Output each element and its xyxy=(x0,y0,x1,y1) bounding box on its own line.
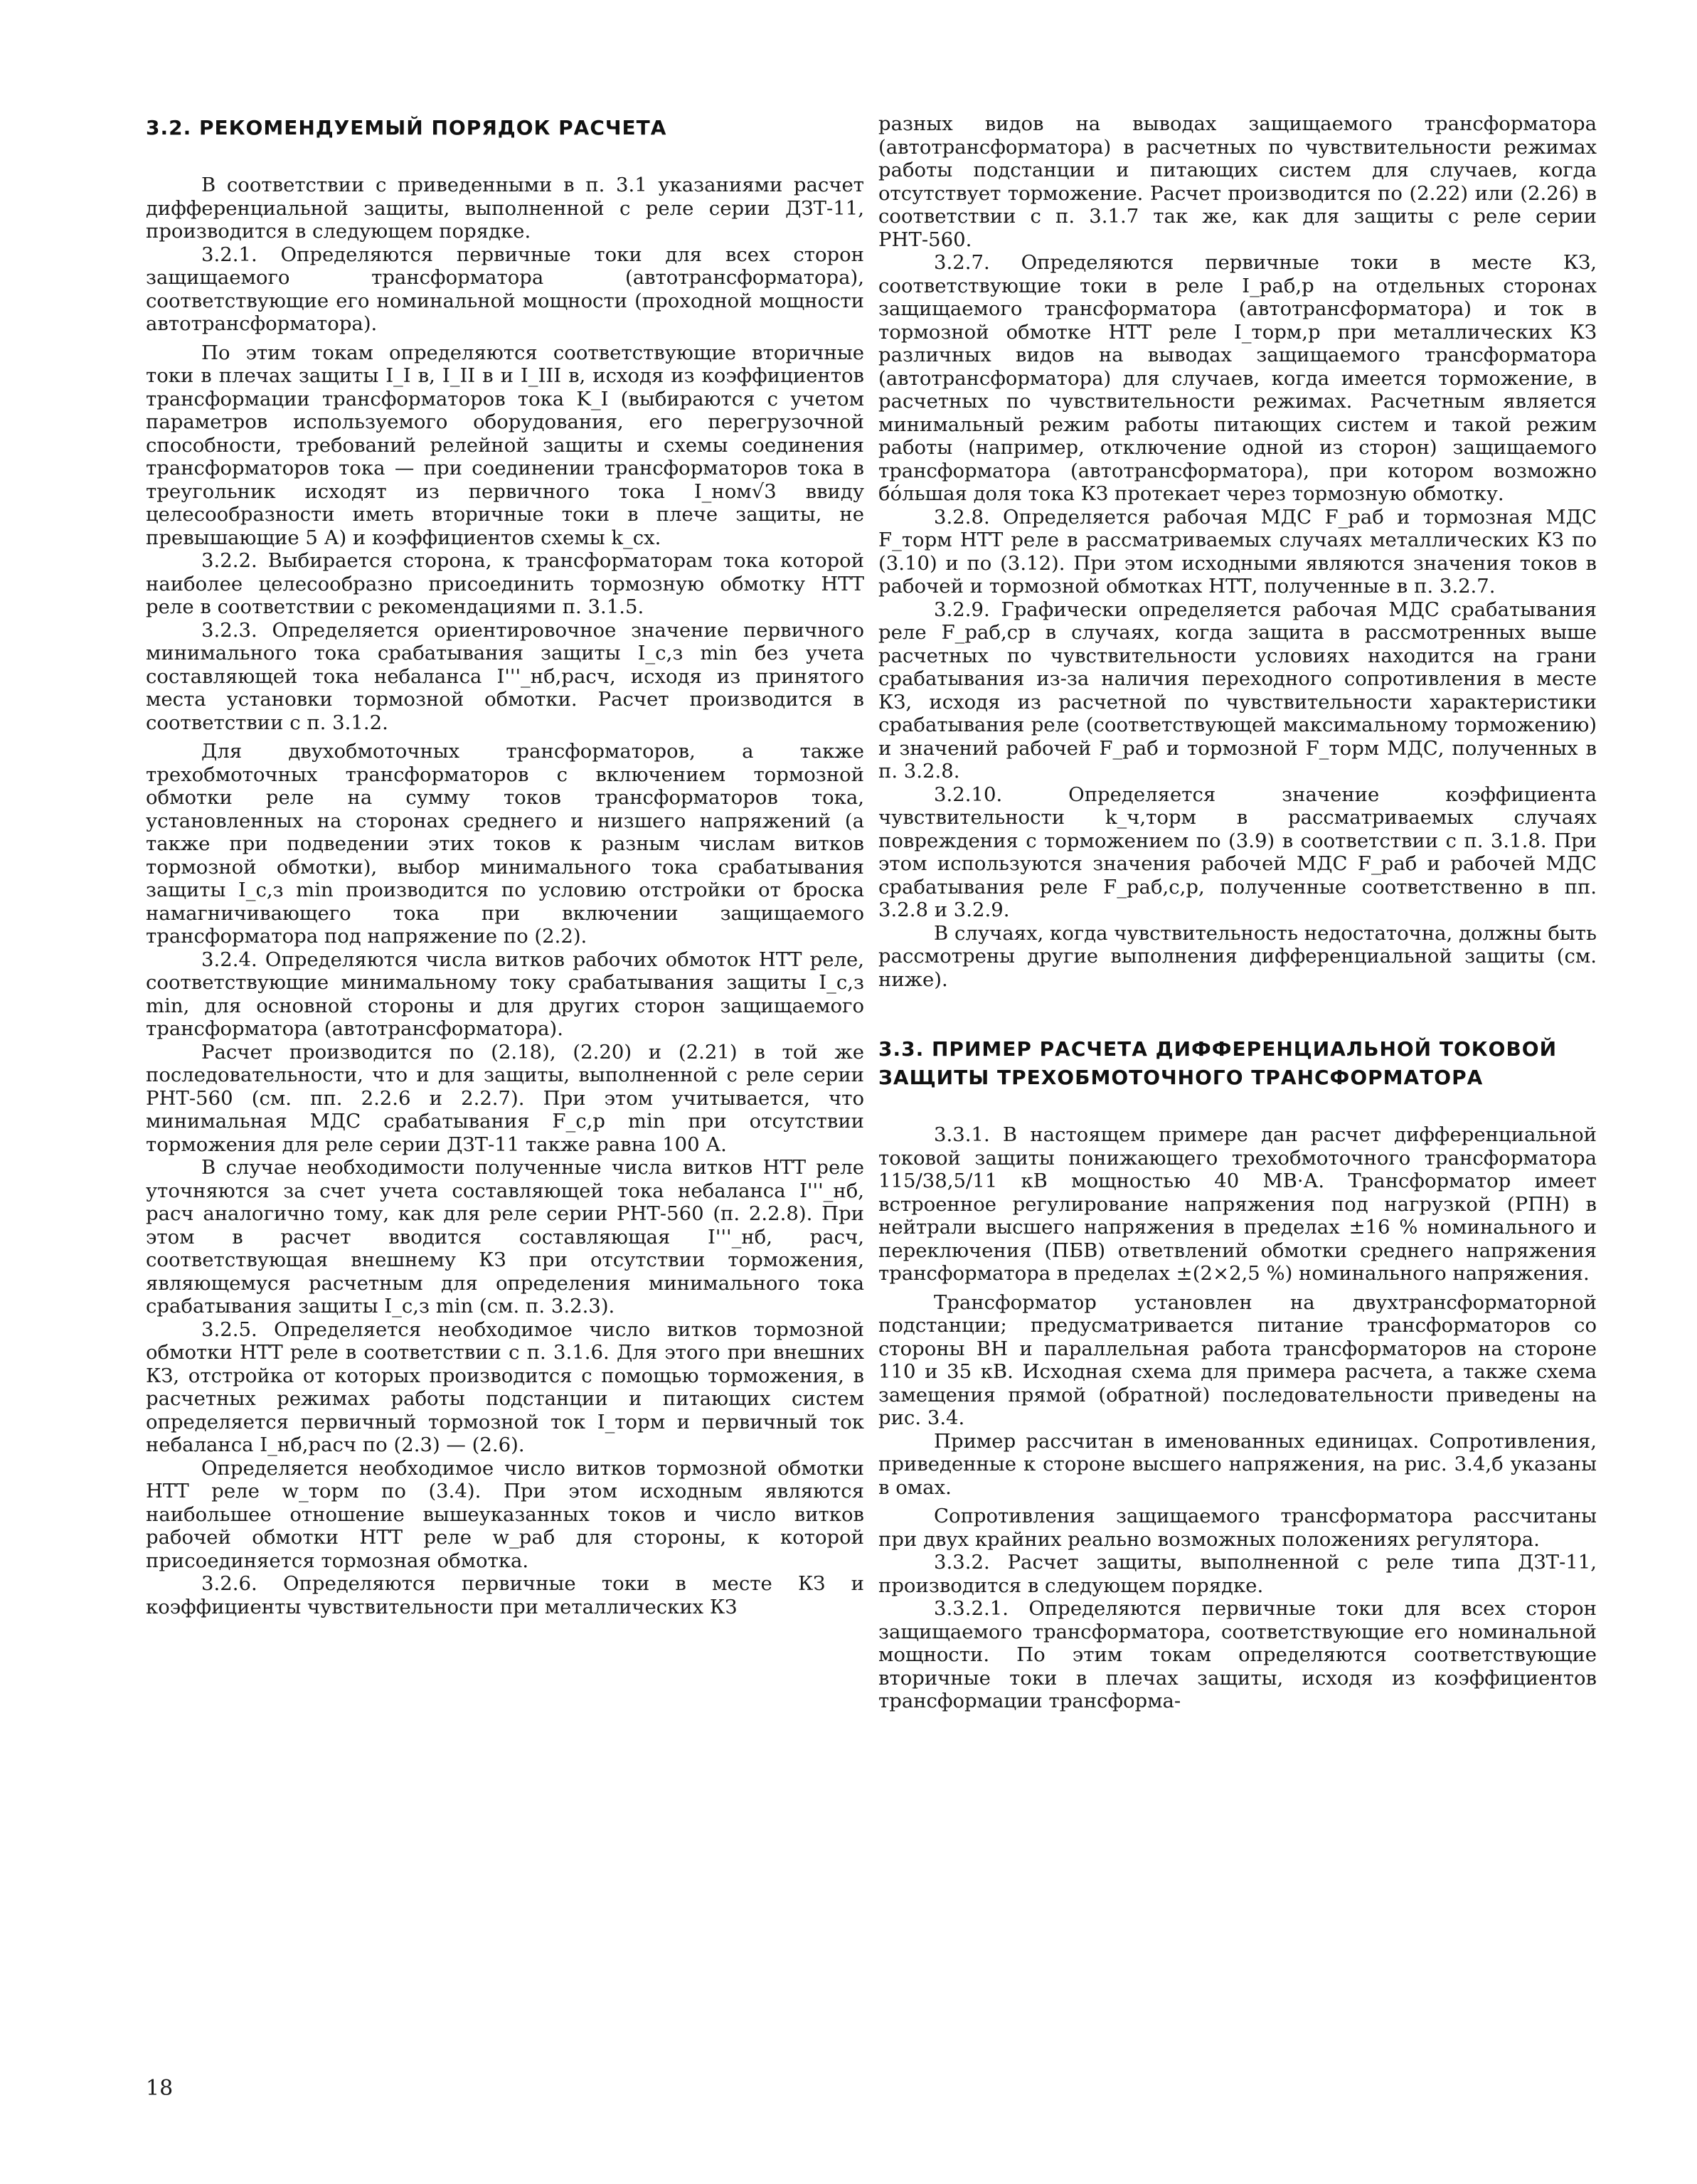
paragraph: 3.2.3. Определяется ориентировочное значение первичного минимального тока срабатывания защиты I_c,з min без учета составляющей тока небаланса I'''_нб,расч, исходя из принятого места установки тормозной обмотки. Расчет производится в соответствии с п. 3.1.2. xyxy=(146,618,864,734)
paragraph: 3.3.2. Расчет защиты, выполненной с реле типа ДЗТ-11, производится в следующем порядке. xyxy=(878,1551,1597,1597)
paragraph: По этим токам определяются соответствующие вторичные токи в плечах защиты I_I в, I_II в и I_III в, исходя из коэффициентов трансформации трансформаторов тока K_I (выбираются с учетом параметров используемого оборудования, его перегрузочной способности, требований релейной защиты и схемы соединения трансформаторов тока — при соединении трансформаторов тока в треугольник исходят из первичного тока I_ном√3 ввиду целесообразности иметь вторичные токи в плече защиты, не превышающие 5 А) и коэффициентов схемы k_сх. xyxy=(146,341,864,549)
paragraph: Сопротивления защищаемого трансформатора рассчитаны при двух крайних реально возможных положениях регулятора. xyxy=(878,1505,1597,1551)
paragraph: 3.3.2.1. Определяются первичные токи для всех сторон защищаемого трансформатора, соответствующие его номинальной мощности. По этим токам определяются соответствующие вторичные токи в плечах защиты, исходя из коэффициентов трансформации трансформа- xyxy=(878,1597,1597,1712)
paragraph: В случаях, когда чувствительность недостаточна, должны быть рассмотрены другие выполнения дифференциальной защиты (см. ниже). xyxy=(878,921,1597,991)
page-number: 18 xyxy=(146,2076,174,2101)
paragraph: В соответствии с приведенными в п. 3.1 указаниями расчет дифференциальной защиты, выполненной с реле серии ДЗТ-11, производится в следующем порядке. xyxy=(146,174,864,243)
paragraph: Расчет производится по (2.18), (2.20) и (2.21) в той же последовательности, что и для защиты, выполненной с реле серии РНТ-560 (см. пп. 2.2.6 и 2.2.7). При этом учитывается, что минимальная МДС срабатывания F_c,p min при отсутствии торможения для реле серии ДЗТ-11 также равна 100 А. xyxy=(146,1040,864,1156)
paragraph: 3.2.7. Определяются первичные токи в месте КЗ, соответствующие токи в реле I_раб,р на отдельных сторонах защищаемого трансформатора (автотрансформатора) и ток в тормозной обмотке НТТ реле I_торм,р при металлических КЗ различных видов на выводах защищаемого трансформатора (автотрансформатора) для случаев, когда имеется торможение, в расчетных по чувствительности режимах. Расчетным является минимальный режим работы питающих систем и такой режим работы (например, отключение одной из сторон) защищаемого трансформатора (автотрансформатора), при котором возможно бо́льшая доля тока КЗ протекает через тормозную обмотку. xyxy=(878,251,1597,505)
paragraph: 3.2.5. Определяется необходимое число витков тормозной обмотки НТТ реле в соответствии с п. 3.1.6. Для этого при внешних КЗ, отстройка от которых производится с помощью торможения, в расчетных режимах работы подстанции и питающих систем определяется первичный тормозной ток I_торм и первичный ток небаланса I_нб,расч по (2.3) — (2.6). xyxy=(146,1318,864,1456)
paragraph: В случае необходимости полученные числа витков НТТ реле уточняются за счет учета составляющей тока небаланса I'''_нб, расч аналогично тому, как для реле серии РНТ-560 (п. 2.2.8). При этом в расчет вводится составляющая I'''_нб, расч, соответствующая внешнему КЗ при отсутствии торможения, являющемуся расчетным для определения минимального тока срабатывания защиты I_c,з min (см. п. 3.2.3). xyxy=(146,1156,864,1318)
paragraph: 3.2.2. Выбирается сторона, к трансформаторам тока которой наиболее целесообразно присоединить тормозную обмотку НТТ реле в соответствии с рекомендациями п. 3.1.5. xyxy=(146,549,864,618)
paragraph: 3.2.8. Определяется рабочая МДС F_раб и тормозная МДС F_торм НТТ реле в рассматриваемых случаях металлических КЗ по (3.10) и по (3.12). При этом исходными являются значения токов в рабочей и тормозной обмотках НТТ, полученные в п. 3.2.7. xyxy=(878,505,1597,598)
paragraph: 3.2.4. Определяются числа витков рабочих обмоток НТТ реле, соответствующие минимальному току срабатывания защиты I_c,з min, для основной стороны и для других сторон защищаемого трансформатора (автотрансформатора). xyxy=(146,948,864,1040)
paragraph: 3.2.10. Определяется значение коэффициента чувствительности k_ч,торм в рассматриваемых случаях повреждения с торможением по (3.9) в соответствии с п. 3.1.8. При этом используются значения рабочей МДС F_раб и рабочей МДС срабатывания реле F_раб,с,р, полученные соответственно в пп. 3.2.8 и 3.2.9. xyxy=(878,783,1597,921)
paragraph: 3.3.1. В настоящем примере дан расчет дифференциальной токовой защиты понижающего трехобмоточного трансформатора 115/38,5/11 кВ мощностью 40 МВ·А. Трансформатор имеет встроенное регулирование напряжения под нагрузкой (РПН) в нейтрали высшего напряжения в пределах ±16 % номинального и переключения (ПБВ) ответвлений обмотки среднего напряжения трансформатора в пределах ±(2×2,5 %) номинального напряжения. xyxy=(878,1123,1597,1285)
right-column xyxy=(878,112,1597,1713)
paragraph: Для двухобмоточных трансформаторов, а также трехобмоточных трансформаторов с включением тормозной обмотки реле на сумму токов трансформаторов тока, установленных на сторонах среднего и низшего напряжений (а также при подведении этих токов к разным числам витков тормозной обмотки), выбор минимального тока срабатывания защиты I_c,з min производится по условию отстройки от броска намагничивающего тока при включении защищаемого трансформатора под напряжение по (2.2). xyxy=(146,740,864,948)
paragraph: 3.2.9. Графически определяется рабочая МДС срабатывания реле F_раб,ср в случаях, когда защита в рассмотренных выше расчетных по чувствительности условиях находится на грани срабатывания из-за наличия переходного сопротивления в месте КЗ, исходя из расчетной по чувствительности характеристики срабатывания реле (соответствующей максимальному торможению) и значений рабочей F_раб и тормозной F_торм МДС, полученных в п. 3.2.8. xyxy=(878,598,1597,783)
paragraph: 3.2.1. Определяются первичные токи для всех сторон защищаемого трансформатора (автотрансформатора), соответствующие его номинальной мощности (проходной мощности автотрансформатора). xyxy=(146,243,864,335)
paragraph: разных видов на выводах защищаемого трансформатора (автотрансформатора) в расчетных по чувствительности режимах работы подстанции и питающих систем для случаев, когда отсутствует торможение. Расчет производится по (2.22) или (2.26) в соответствии с п. 3.1.7 так же, как для защиты с реле серии РНТ-560. xyxy=(878,112,1597,251)
section-heading-3-3: 3.3. ПРИМЕР РАСЧЕТА ДИФФЕРЕНЦИАЛЬНОЙ ТОКОВОЙ ЗАЩИТЫ ТРЕХОБМОТОЧНОГО ТРАНСФОРМАТОРА xyxy=(878,1037,1558,1089)
paragraph: Трансформатор установлен на двухтрансформаторной подстанции; предусматривается питание трансформаторов со стороны ВН и параллельная работа трансформаторов на стороне 110 и 35 кВ. Исходная схема для примера расчета, а также схема замещения прямой (обратной) последовательности приведены на рис. 3.4. xyxy=(878,1290,1597,1429)
left-column xyxy=(146,114,864,1618)
paragraph: Определяется необходимое число витков тормозной обмотки НТТ реле w_торм по (3.4). При этом исходным являются наибольшее отношение вышеуказанных токов и число витков рабочей обмотки НТТ реле w_раб для стороны, к которой присоединяется тормозная обмотка. xyxy=(146,1456,864,1572)
paragraph: 3.2.6. Определяются первичные токи в месте КЗ и коэффициенты чувствительности при металлических КЗ xyxy=(146,1572,864,1618)
section-heading-3-2: 3.2. РЕКОМЕНДУЕМЫЙ ПОРЯДОК РАСЧЕТА xyxy=(146,116,667,139)
paragraph: Пример рассчитан в именованных единицах. Сопротивления, приведенные к стороне высшего напряжения, на рис. 3.4,б указаны в омах. xyxy=(878,1429,1597,1499)
